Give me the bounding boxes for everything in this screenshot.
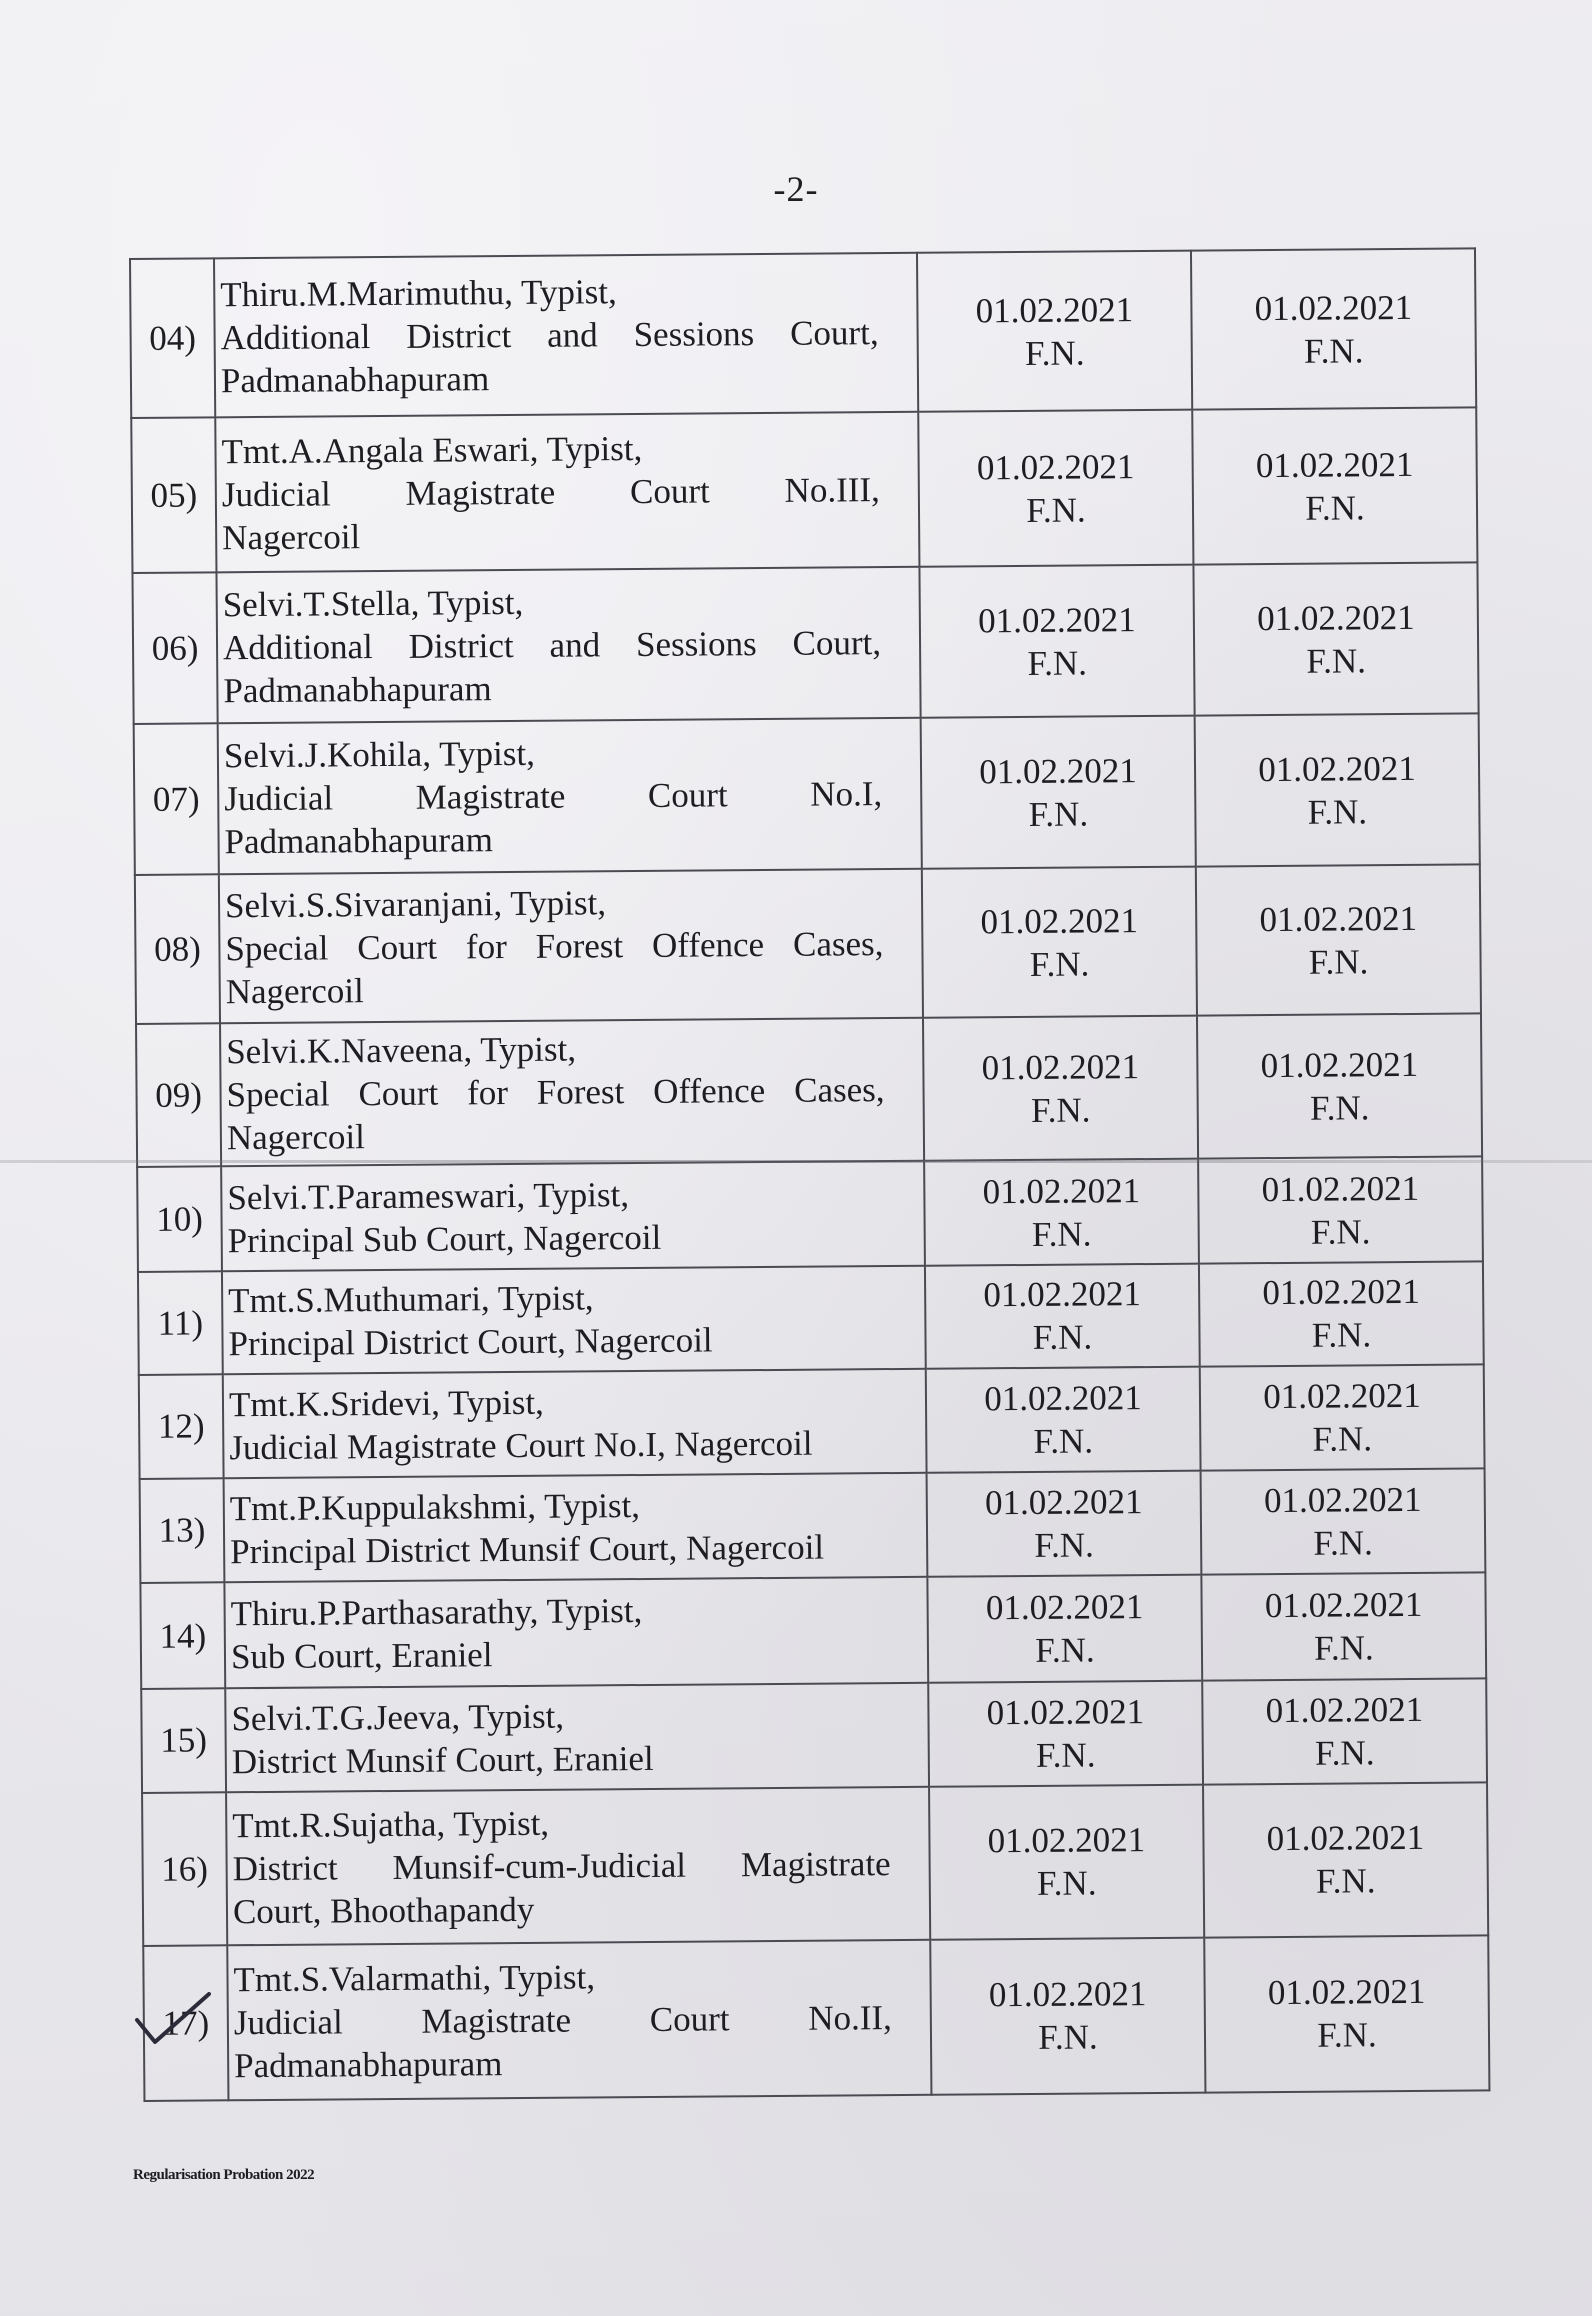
date-value: 01.02.2021 [1261, 1168, 1420, 1209]
court-name: Special Court for Forest Offence Cases, [226, 1070, 885, 1115]
session-value: F.N. [1309, 1088, 1370, 1128]
handwritten-check-icon [133, 1990, 213, 2050]
court-name: Special Court for Forest Offence Cases, [225, 924, 884, 969]
session-value: F.N. [1310, 1212, 1371, 1252]
session-value: F.N. [1035, 1735, 1096, 1775]
court-name: Principal District Court, Nagercoil [228, 1320, 713, 1364]
date-cell [1196, 865, 1481, 1016]
court-name: Judicial Magistrate Court No.II, [233, 1997, 892, 2043]
court-name: Sub Court, Eraniel [230, 1635, 493, 1677]
date-cell [927, 1470, 1202, 1577]
court-place: Nagercoil [226, 1117, 366, 1158]
table-row [139, 1364, 1485, 1478]
date-cell [1191, 248, 1476, 409]
employee-name: Selvi.T.Stella, Typist, [222, 583, 524, 625]
employee-name: Tmt.S.Muthumari, Typist, [228, 1278, 594, 1321]
date-cell [921, 716, 1196, 869]
row-number: 10) [137, 1167, 222, 1272]
date-value: 01.02.2021 [980, 900, 1139, 942]
date-value: 01.02.2021 [1260, 1044, 1419, 1086]
date-cell [924, 1159, 1199, 1266]
session-value: F.N. [1314, 1628, 1374, 1668]
date-value: 01.02.2021 [984, 1481, 1143, 1523]
employee-cell [223, 1369, 927, 1478]
date-value: 01.02.2021 [1263, 1375, 1421, 1416]
date-cell [929, 1784, 1204, 1939]
court-place: Nagercoil [222, 517, 361, 558]
court-name: Principal District Munsif Court, Nagercoil [230, 1527, 825, 1572]
court-place: Court, Bhoothapandy [232, 1889, 535, 1931]
date-value: 01.02.2021 [977, 599, 1136, 641]
date-value: 01.02.2021 [988, 1974, 1147, 2015]
session-value: F.N. [1036, 1863, 1097, 1904]
court-name: Additional District and Sessions Court, [220, 313, 879, 358]
row-number: 13) [140, 1478, 225, 1583]
session-value: F.N. [1027, 643, 1088, 683]
date-cell [1201, 1573, 1486, 1681]
employee-cell [227, 1940, 931, 2101]
employee-cell [214, 253, 918, 418]
table-row [140, 1573, 1486, 1689]
row-number: 11) [138, 1271, 223, 1374]
employee-name: Selvi.T.G.Jeeva, Typist, [231, 1696, 565, 1739]
table-row [140, 1468, 1486, 1583]
employee-name: Tmt.S.Valarmathi, Typist, [233, 1957, 596, 2000]
row-number: 15) [141, 1688, 226, 1792]
table-row [136, 1014, 1482, 1168]
date-cell [917, 251, 1192, 412]
row-number: 12) [139, 1374, 224, 1478]
date-value: 01.02.2021 [985, 1587, 1144, 1628]
employee-name: Tmt.K.Sridevi, Typist, [228, 1382, 544, 1424]
employee-cell [222, 1266, 926, 1374]
row-number: 04) [130, 258, 215, 418]
court-name: Judicial Magistrate Court No.I, Nagercoil [229, 1423, 813, 1467]
date-cell [1201, 1468, 1486, 1575]
table-row [132, 563, 1478, 725]
date-value: 01.02.2021 [1266, 1818, 1425, 1859]
court-place: Padmanabhapuram [224, 820, 493, 862]
table-row [142, 1782, 1488, 1946]
session-value: F.N. [1024, 333, 1085, 373]
employee-name: Thiru.P.Parthasarathy, Typist, [230, 1591, 643, 1634]
date-cell [922, 867, 1197, 1018]
date-cell [925, 1264, 1200, 1369]
court-name: Judicial Magistrate Court No.III, [221, 470, 880, 515]
row-number: 09) [136, 1024, 221, 1168]
session-value: F.N. [1029, 944, 1090, 984]
employee-cell [218, 718, 922, 875]
employee-cell [221, 1161, 925, 1271]
date-cell [1193, 563, 1478, 716]
date-value: 01.02.2021 [1255, 444, 1414, 485]
session-value: F.N. [1038, 2017, 1098, 2058]
session-value: F.N. [1308, 942, 1369, 982]
date-cell [1199, 1262, 1484, 1367]
employee-cell [224, 1577, 928, 1688]
table-row [134, 714, 1480, 876]
session-value: F.N. [1314, 1733, 1375, 1773]
court-place: Padmanabhapuram [220, 359, 490, 401]
employee-cell [226, 1786, 930, 1945]
court-name: Principal Sub Court, Nagercoil [227, 1217, 662, 1260]
date-value: 01.02.2021 [982, 1170, 1141, 1212]
table-row [130, 248, 1476, 418]
date-cell [923, 1016, 1198, 1161]
probation-table [129, 247, 1490, 2102]
date-cell [1204, 1935, 1489, 2092]
date-value: 01.02.2021 [1259, 898, 1418, 939]
session-value: F.N. [1303, 330, 1364, 371]
table-row [141, 1678, 1487, 1792]
employee-name: Selvi.T.Parameswari, Typist, [227, 1174, 630, 1217]
page-number: -2- [773, 169, 819, 209]
date-value: 01.02.2021 [981, 1046, 1140, 1088]
date-cell [1197, 1014, 1482, 1159]
row-number: 17) [143, 1945, 228, 2101]
date-cell [1198, 1157, 1483, 1264]
session-value: F.N. [1033, 1421, 1094, 1461]
date-value: 01.02.2021 [1256, 597, 1415, 638]
session-value: F.N. [1032, 1317, 1093, 1358]
employee-cell [219, 869, 923, 1024]
court-place: Nagercoil [225, 971, 364, 1012]
court-name: District Munsif Court, Eraniel [231, 1738, 654, 1782]
date-cell [1192, 408, 1477, 565]
date-value: 01.02.2021 [1265, 1689, 1424, 1730]
date-value: 01.02.2021 [979, 750, 1137, 792]
session-value: F.N. [1312, 1418, 1373, 1459]
session-value: F.N. [1306, 641, 1367, 681]
row-number: 14) [140, 1583, 225, 1689]
employee-cell [225, 1683, 929, 1792]
session-value: F.N. [1034, 1525, 1095, 1565]
employee-cell [220, 1018, 924, 1167]
date-cell [1195, 714, 1480, 867]
court-name: Additional District and Sessions Court, [222, 623, 882, 668]
session-value: F.N. [1030, 1090, 1091, 1130]
table-row [138, 1262, 1484, 1375]
session-value: F.N. [1026, 490, 1086, 530]
footer-note: Regularisation Probation 2022 [133, 2167, 315, 2183]
table-row [135, 865, 1481, 1025]
employee-name: Selvi.S.Sivaranjani, Typist, [224, 883, 607, 926]
employee-cell [216, 567, 920, 724]
row-number: 07) [134, 724, 219, 876]
date-value: 01.02.2021 [1262, 1272, 1421, 1313]
employee-cell [215, 412, 919, 573]
date-cell [926, 1366, 1201, 1472]
court-name: District Munsif-cum-Judicial Magistrate [232, 1843, 891, 1889]
date-cell [1200, 1364, 1485, 1470]
session-value: F.N. [1307, 792, 1368, 832]
date-cell [928, 1681, 1203, 1787]
court-name: Judicial Magistrate Court No.I, [224, 774, 883, 819]
employee-name: Selvi.J.Kohila, Typist, [223, 734, 536, 776]
employee-name: Tmt.A.Angala Eswari, Typist, [221, 429, 643, 472]
session-value: F.N. [1313, 1523, 1373, 1563]
paper-fold-line [0, 1160, 1592, 1163]
date-value: 01.02.2021 [983, 1274, 1142, 1315]
row-number: 08) [135, 875, 220, 1025]
date-cell [930, 1937, 1205, 2094]
date-value: 01.02.2021 [1263, 1479, 1422, 1521]
employee-name: Tmt.R.Sujatha, Typist, [232, 1803, 550, 1846]
table-row [143, 1935, 1489, 2101]
row-number: 16) [142, 1792, 227, 1946]
date-value: 01.02.2021 [986, 1691, 1145, 1733]
date-value: 01.02.2021 [987, 1820, 1146, 1861]
date-cell [1202, 1678, 1487, 1784]
session-value: F.N. [1311, 1315, 1372, 1356]
table-row [131, 408, 1477, 574]
date-value: 01.02.2021 [1258, 748, 1416, 789]
court-place: Padmanabhapuram [234, 2044, 503, 2086]
court-place: Padmanabhapuram [223, 669, 492, 711]
employee-name: Tmt.P.Kuppulakshmi, Typist, [229, 1485, 641, 1529]
date-cell [919, 565, 1194, 718]
date-value: 01.02.2021 [984, 1377, 1142, 1419]
date-value: 01.02.2021 [976, 446, 1135, 488]
session-value: F.N. [1305, 487, 1365, 528]
session-value: F.N. [1035, 1630, 1095, 1671]
date-cell [1203, 1782, 1488, 1937]
date-cell [927, 1575, 1202, 1683]
employee-cell [224, 1472, 928, 1582]
date-value: 01.02.2021 [975, 289, 1134, 330]
row-number: 06) [132, 573, 217, 725]
row-number: 05) [131, 417, 216, 573]
employee-name: Selvi.K.Naveena, Typist, [226, 1029, 577, 1072]
session-value: F.N. [1315, 1861, 1376, 1901]
employee-name: Thiru.M.Marimuthu, Typist, [220, 272, 617, 315]
session-value: F.N. [1031, 1214, 1092, 1254]
date-value: 01.02.2021 [1267, 1972, 1426, 2013]
date-cell [918, 410, 1193, 567]
table-row [137, 1157, 1483, 1272]
date-value: 01.02.2021 [1264, 1585, 1423, 1626]
date-value: 01.02.2021 [1254, 287, 1413, 328]
session-value: F.N. [1317, 2015, 1377, 2056]
session-value: F.N. [1028, 794, 1089, 834]
